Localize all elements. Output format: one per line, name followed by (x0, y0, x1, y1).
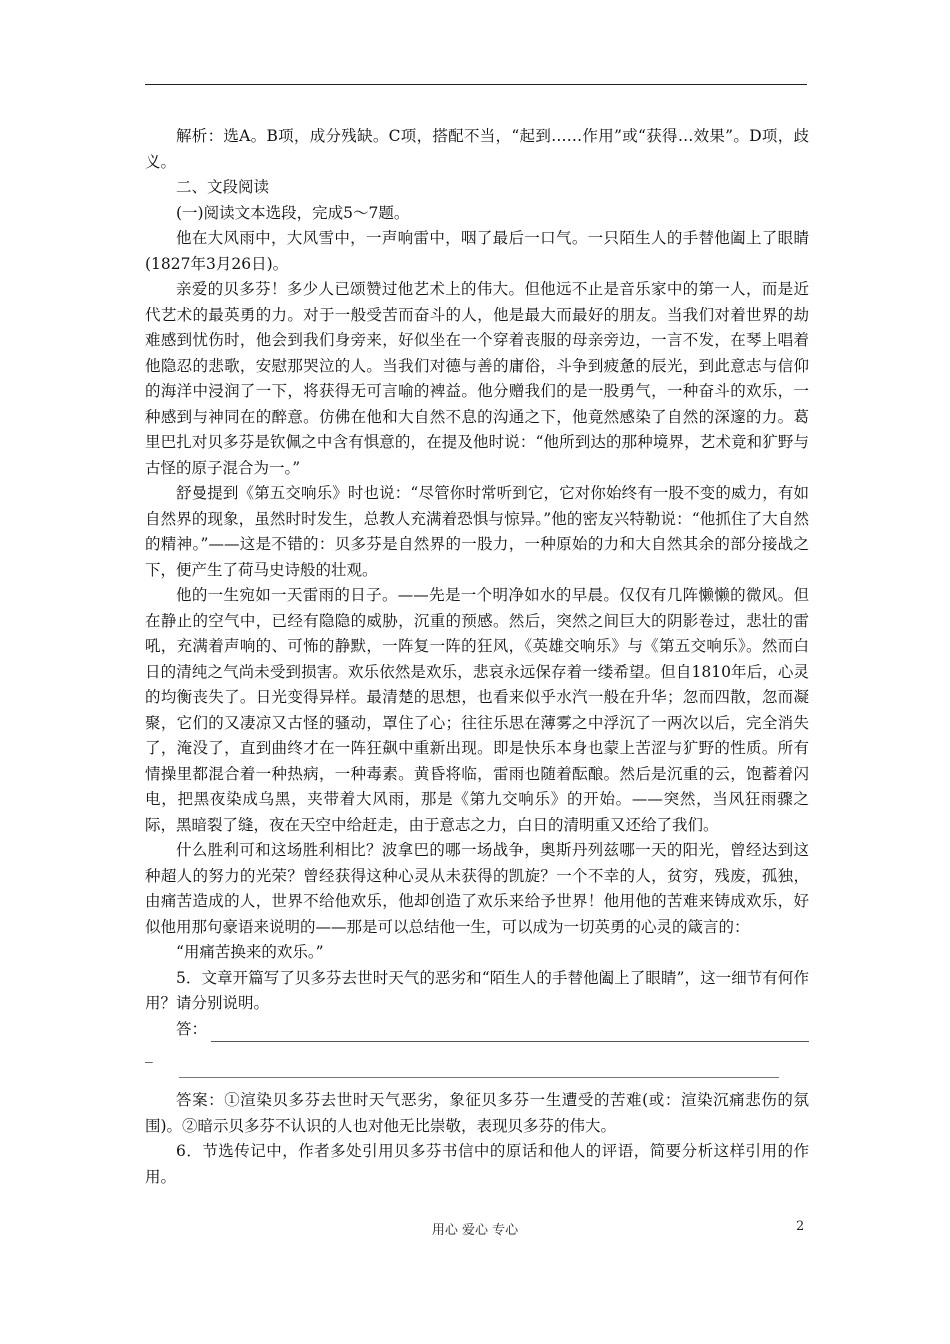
answer-rule (145, 1067, 809, 1088)
answer-5: 答案：①渲染贝多芬去世时天气恶劣，象征贝多芬一生遭受的苦难(或：渲染沉痛悲伤的氛围)。②暗示贝多芬不认识的人也对他无比崇敬，表现贝多芬的伟大。 (145, 1091, 809, 1135)
question-5: 5．文章开篇写了贝多芬去世时天气的恶劣和“陌生人的手替他阖上了眼睛”，这一细节有何作用？请分别说明。 (145, 968, 809, 1012)
section-heading: 二、文段阅读 (176, 178, 270, 196)
page-content (145, 124, 809, 1190)
header-rule (145, 84, 807, 85)
page-number: 2 (796, 1219, 805, 1234)
text-paragraph: 他的一生宛如一天雷雨的日子。——先是一个明净如水的早晨。仅仅有几阵懒懒的微风。但在静止的空气中，已经有隐隐的威胁，沉重的预感。然后，突然之间巨大的阴影卷过，悲壮的雷吼，充满着声响的、可怖的静默，一阵复一阵的狂风，《英雄交响乐》与《第五交响乐》。然而白日的清纯之气尚未受到损害。欢乐依然是欢乐，悲哀永远保存着一缕希望。但自1810年后，心灵的均衡丧失了。日光变得异样。最清楚的思想，也看来似乎水汽一般在升华；忽而四散，忽而凝聚，它们的又凄凉又古怪的骚动，罩住了心；往往乐思在薄雾之中浮沉了一两次以后，完全消失了，淹没了，直到曲终才在一阵狂飙中重新出现。即是快乐本身也蒙上苦涩与犷野的性质。所有情操里都混合着一种热病，一种毒素。黄昏将临，雷雨也随着酝酿。然后是沉重的云，饱蓄着闪电，把黑夜染成乌黑，夹带着大风雨，那是《第九交响乐》的开始。——突然，当风狂雨骤之际，黑暗裂了缝，夜在天空中给赶走，由于意志之力，白日的清明重又还给了我们。 (145, 586, 809, 834)
analysis-paragraph: 解析：选A。B项，成分残缺。C项，搭配不当，“起到……作用”或“获得…效果”。D项，歧义。 (145, 127, 809, 171)
answer-line (145, 1017, 809, 1043)
footer-text: 用心 爱心 专心 (431, 1223, 519, 1238)
text-paragraph: 什么胜利可和这场胜利相比？波拿巴的哪一场战争，奥斯丹列兹哪一天的阳光，曾经达到这种超人的努力的光荣？曾经获得这种心灵从未获得的凯旋？一个不幸的人，贫穷，残废，孤独，由痛苦造成的人，世界不给他欢乐，他却创造了欢乐来给予世界！他用他的苦难来铸成欢乐，好似他用那句豪语来说明的——那是可以总结他一生，可以成为一切英勇的心灵的箴言的： (145, 841, 809, 936)
text-paragraph: 亲爱的贝多芬！多少人已颂赞过他艺术上的伟大。但他远不止是音乐家中的第一人，而是近代艺术的最英勇的力。对于一般受苦而奋斗的人，他是最大而最好的朋友。当我们对着世界的劫难感到忧伤时，他会到我们身旁来，好似坐在一个穿着丧服的母亲旁边，一言不发，在琴上唱着他隐忍的悲歌，安慰那哭泣的人。当我们对德与善的庸俗，斗争到疲惫的辰光，到此意志与信仰的海洋中浸润了一下，将获得无可言喻的裨益。他分赠我们的是一股勇气，一种奋斗的欢乐，一种感到与神同在的醉意。仿佛在他和大自然不息的沟通之下，他竟然感染了自然的深邃的力。葛里巴扎对贝多芬是钦佩之中含有惧意的，在提及他时说：“他所到达的那种境界，艺术竟和犷野与古怪的原子混合为一。” (145, 280, 809, 477)
answer-blank (211, 1023, 809, 1042)
text-paragraph: 他在大风雨中，大风雪中，一声响雷中，咽了最后一口气。一只陌生人的手替他阖上了眼睛(1827年3月26日)。 (145, 229, 809, 273)
question-6: 6．节选传记中，作者多处引用贝多芬书信中的原话和他人的评语，简要分析这样引用的作用。 (145, 1142, 809, 1186)
quote-line: “用痛苦换来的欢乐。” (176, 943, 324, 961)
answer-dash: _ (145, 1045, 153, 1063)
answer-label: 答： (176, 1019, 208, 1038)
reading-instruction: (一)阅读文本选段，完成5～7题。 (176, 203, 410, 222)
text-paragraph: 舒曼提到《第五交响乐》时也说：“尽管你时常听到它，它对你始终有一股不变的威力，有如自然界的现象，虽然时时发生，总教人充满着恐惧与惊异。”他的密友兴特勒说：“他抓住了大自然的精神。”——这是不错的：贝多芬是自然界的一股力，一种原始的力和大自然其余的部分接战之下，便产生了荷马史诗般的壮观。 (145, 484, 809, 579)
